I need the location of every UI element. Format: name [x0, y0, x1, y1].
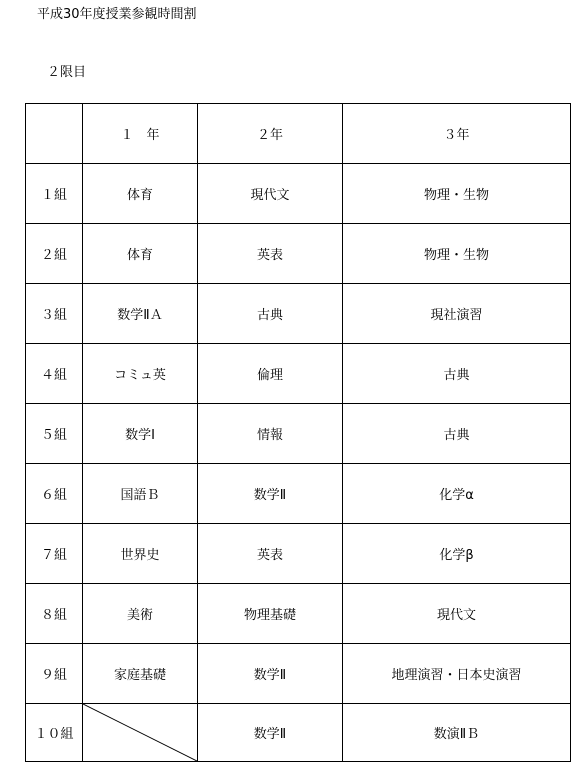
header-grade-2: ２年 — [198, 104, 343, 164]
subject-cell: 物理・生物 — [343, 164, 571, 224]
table-row — [26, 704, 571, 762]
table-row — [26, 584, 571, 644]
subject-cell: 古典 — [343, 344, 571, 404]
class-label: １０組 — [26, 704, 83, 762]
document-title: 平成30年度授業参観時間割 — [37, 7, 197, 22]
subject-cell: 英表 — [198, 524, 343, 584]
table-row — [26, 464, 571, 524]
table-row — [26, 284, 571, 344]
subject-cell: 古典 — [343, 404, 571, 464]
subject-cell: 物理基礎 — [198, 584, 343, 644]
subject-cell: 地理演習・日本史演習 — [343, 644, 571, 704]
subject-cell: 古典 — [198, 284, 343, 344]
diagonal-line — [83, 704, 197, 761]
subject-cell: 美術 — [83, 584, 198, 644]
class-label: １組 — [26, 164, 83, 224]
table-row — [26, 344, 571, 404]
subject-cell: 数学ⅡＡ — [83, 284, 198, 344]
header-corner-cell — [26, 104, 83, 164]
subject-cell: コミュ英 — [83, 344, 198, 404]
subject-cell: 化学β — [343, 524, 571, 584]
class-label: ５組 — [26, 404, 83, 464]
subject-cell: 英表 — [198, 224, 343, 284]
subject-cell: 物理・生物 — [343, 224, 571, 284]
subject-cell: 現代文 — [198, 164, 343, 224]
header-grade-1: １ 年 — [83, 104, 198, 164]
period-label: ２限目 — [47, 65, 87, 80]
subject-cell: 体育 — [83, 164, 198, 224]
subject-cell: 家庭基礎 — [83, 644, 198, 704]
subject-cell: 数学Ⅱ — [198, 644, 343, 704]
class-label: ３組 — [26, 284, 83, 344]
subject-cell: 情報 — [198, 404, 343, 464]
table-row — [26, 224, 571, 284]
subject-cell: 数学Ⅰ — [83, 404, 198, 464]
subject-cell: 化学α — [343, 464, 571, 524]
class-label: ８組 — [26, 584, 83, 644]
table-row — [26, 644, 571, 704]
header-grade-3: ３年 — [343, 104, 571, 164]
subject-cell: 現代文 — [343, 584, 571, 644]
header-row — [26, 104, 571, 164]
class-label: ６組 — [26, 464, 83, 524]
subject-cell: 数演ⅡＢ — [343, 704, 571, 762]
class-label: ９組 — [26, 644, 83, 704]
timetable — [25, 103, 571, 762]
table-row — [26, 164, 571, 224]
subject-cell: 現社演習 — [343, 284, 571, 344]
class-label: ７組 — [26, 524, 83, 584]
empty-crossed-cell — [83, 704, 198, 762]
table-row — [26, 404, 571, 464]
subject-cell: 数学Ⅱ — [198, 464, 343, 524]
subject-cell: 倫理 — [198, 344, 343, 404]
subject-cell: 数学Ⅱ — [198, 704, 343, 762]
subject-cell: 国語Ｂ — [83, 464, 198, 524]
class-label: ４組 — [26, 344, 83, 404]
class-label: ２組 — [26, 224, 83, 284]
subject-cell: 世界史 — [83, 524, 198, 584]
subject-cell: 体育 — [83, 224, 198, 284]
table-row — [26, 524, 571, 584]
